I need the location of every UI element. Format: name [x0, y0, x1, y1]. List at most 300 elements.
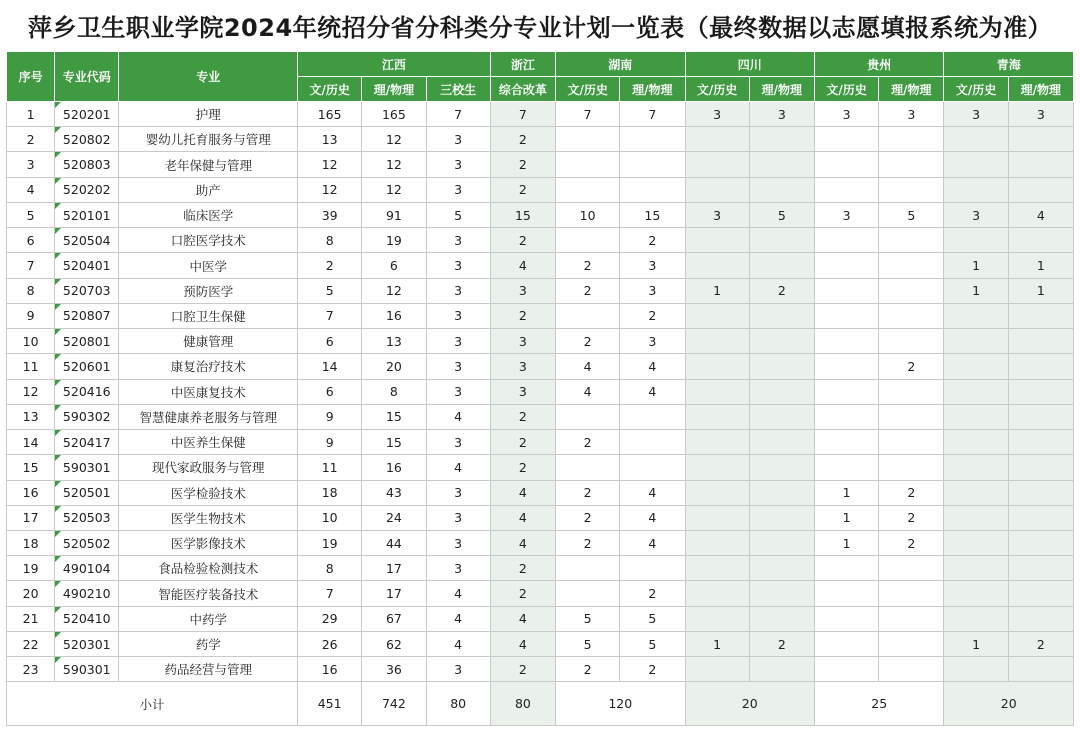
cell-gz-li — [879, 379, 944, 404]
table-row — [7, 354, 1074, 379]
cell-hn-li: 2 — [620, 581, 685, 606]
cell-jx-wen: 12 — [298, 152, 362, 177]
cell-major: 医学检验技术 — [119, 480, 298, 505]
cell-jx-sanxiao: 4 — [426, 455, 490, 480]
cell-code: 520504 — [55, 228, 119, 253]
cell-major: 老年保健与管理 — [119, 152, 298, 177]
cell-jx-wen: 14 — [298, 354, 362, 379]
cell-jx-wen: 12 — [298, 177, 362, 202]
cell-hn-li — [620, 455, 685, 480]
cell-gz-li — [879, 152, 944, 177]
cell-jx-sanxiao: 3 — [426, 354, 490, 379]
cell-zhejiang: 4 — [490, 631, 555, 656]
cell-sc-wen: 1 — [685, 278, 749, 303]
cell-qh-li — [1008, 127, 1073, 152]
cell-major: 智慧健康养老服务与管理 — [119, 404, 298, 429]
cell-gz-wen — [814, 303, 878, 328]
cell-jx-li: 43 — [362, 480, 426, 505]
cell-jx-li: 16 — [362, 455, 426, 480]
cell-zhejiang: 7 — [490, 102, 555, 127]
cell-jx-li: 20 — [362, 354, 426, 379]
header-code: 专业代码 — [55, 52, 119, 102]
cell-gz-wen — [814, 404, 878, 429]
cell-hn-wen: 4 — [556, 379, 620, 404]
cell-seq: 20 — [7, 581, 55, 606]
cell-gz-li — [879, 253, 944, 278]
cell-qh-wen — [944, 530, 1008, 555]
header-seq: 序号 — [7, 52, 55, 102]
cell-jx-sanxiao: 3 — [426, 303, 490, 328]
table-row — [7, 606, 1074, 631]
cell-qh-li: 2 — [1008, 631, 1073, 656]
cell-zhejiang: 4 — [490, 253, 555, 278]
cell-jx-li: 17 — [362, 556, 426, 581]
cell-hn-li: 2 — [620, 303, 685, 328]
table-row — [7, 278, 1074, 303]
cell-major: 口腔医学技术 — [119, 228, 298, 253]
cell-sc-wen — [685, 354, 749, 379]
cell-gz-wen: 1 — [814, 530, 878, 555]
cell-gz-li — [879, 177, 944, 202]
cell-qh-li — [1008, 530, 1073, 555]
cell-gz-wen — [814, 606, 878, 631]
table-row — [7, 404, 1074, 429]
cell-jx-li: 12 — [362, 127, 426, 152]
cell-qh-wen — [944, 177, 1008, 202]
cell-hn-li — [620, 430, 685, 455]
cell-sc-wen: 1 — [685, 631, 749, 656]
cell-hn-li: 2 — [620, 228, 685, 253]
cell-qh-wen — [944, 127, 1008, 152]
cell-seq: 14 — [7, 430, 55, 455]
cell-zhejiang: 3 — [490, 354, 555, 379]
cell-gz-wen — [814, 657, 878, 682]
cell-qh-li: 1 — [1008, 278, 1073, 303]
cell-qh-wen — [944, 152, 1008, 177]
cell-code: 520101 — [55, 202, 119, 227]
cell-major: 婴幼儿托育服务与管理 — [119, 127, 298, 152]
cell-jx-wen: 6 — [298, 379, 362, 404]
cell-major: 中医养生保健 — [119, 430, 298, 455]
cell-major: 食品检验检测技术 — [119, 556, 298, 581]
table-row — [7, 505, 1074, 530]
cell-jx-sanxiao: 3 — [426, 379, 490, 404]
cell-seq: 12 — [7, 379, 55, 404]
table-row — [7, 455, 1074, 480]
cell-jx-li: 12 — [362, 278, 426, 303]
cell-code: 520501 — [55, 480, 119, 505]
cell-jx-wen: 165 — [298, 102, 362, 127]
cell-hn-wen — [556, 177, 620, 202]
cell-code: 520416 — [55, 379, 119, 404]
cell-gz-li — [879, 430, 944, 455]
cell-major: 预防医学 — [119, 278, 298, 303]
cell-major: 护理 — [119, 102, 298, 127]
cell-code: 520703 — [55, 278, 119, 303]
cell-gz-wen — [814, 329, 878, 354]
cell-seq: 11 — [7, 354, 55, 379]
cell-jx-sanxiao: 3 — [426, 177, 490, 202]
cell-hn-li: 4 — [620, 530, 685, 555]
cell-gz-li: 2 — [879, 505, 944, 530]
cell-jx-sanxiao: 3 — [426, 329, 490, 354]
cell-hn-li: 3 — [620, 278, 685, 303]
cell-qh-wen — [944, 329, 1008, 354]
table-row — [7, 530, 1074, 555]
header-hn-wen: 文/历史 — [556, 77, 620, 102]
table-row — [7, 556, 1074, 581]
cell-jx-li: 13 — [362, 329, 426, 354]
cell-jx-wen: 10 — [298, 505, 362, 530]
cell-sc-li: 2 — [749, 278, 814, 303]
cell-seq: 1 — [7, 102, 55, 127]
cell-sc-wen — [685, 530, 749, 555]
cell-zhejiang: 3 — [490, 278, 555, 303]
cell-jx-wen: 7 — [298, 581, 362, 606]
cell-sc-li — [749, 530, 814, 555]
cell-seq: 2 — [7, 127, 55, 152]
cell-jx-wen: 9 — [298, 404, 362, 429]
cell-sc-wen — [685, 152, 749, 177]
cell-gz-wen — [814, 152, 878, 177]
cell-qh-li — [1008, 505, 1073, 530]
cell-jx-sanxiao: 4 — [426, 631, 490, 656]
cell-jx-li: 62 — [362, 631, 426, 656]
cell-sc-li — [749, 556, 814, 581]
table-row — [7, 102, 1074, 127]
cell-jx-sanxiao: 3 — [426, 253, 490, 278]
cell-gz-li — [879, 278, 944, 303]
cell-jx-sanxiao: 5 — [426, 202, 490, 227]
cell-jx-li: 16 — [362, 303, 426, 328]
cell-gz-li — [879, 631, 944, 656]
cell-jx-li: 44 — [362, 530, 426, 555]
cell-gz-li — [879, 329, 944, 354]
cell-qh-li — [1008, 581, 1073, 606]
cell-seq: 17 — [7, 505, 55, 530]
cell-hn-wen: 2 — [556, 329, 620, 354]
cell-hn-li: 4 — [620, 354, 685, 379]
cell-qh-li — [1008, 455, 1073, 480]
header-zj-zonghe: 综合改革 — [490, 77, 555, 102]
cell-hn-wen: 7 — [556, 102, 620, 127]
header-jx-sanxiao: 三校生 — [426, 77, 490, 102]
cell-hn-li — [620, 556, 685, 581]
cell-gz-wen — [814, 278, 878, 303]
cell-qh-wen: 1 — [944, 253, 1008, 278]
cell-hn-li — [620, 127, 685, 152]
cell-gz-wen — [814, 253, 878, 278]
cell-qh-wen — [944, 303, 1008, 328]
cell-sc-li — [749, 329, 814, 354]
cell-seq: 5 — [7, 202, 55, 227]
cell-code: 520503 — [55, 505, 119, 530]
subtotal-qinghai: 20 — [944, 682, 1074, 726]
cell-hn-li: 4 — [620, 379, 685, 404]
cell-sc-li — [749, 430, 814, 455]
cell-seq: 16 — [7, 480, 55, 505]
cell-jx-sanxiao: 3 — [426, 505, 490, 530]
cell-gz-wen — [814, 127, 878, 152]
cell-sc-wen — [685, 455, 749, 480]
table-header — [7, 52, 1074, 102]
cell-hn-wen: 5 — [556, 631, 620, 656]
subtotal-hunan: 120 — [556, 682, 685, 726]
cell-qh-wen — [944, 581, 1008, 606]
cell-qh-wen — [944, 404, 1008, 429]
cell-hn-li — [620, 152, 685, 177]
cell-major: 助产 — [119, 177, 298, 202]
cell-jx-wen: 9 — [298, 430, 362, 455]
cell-qh-li — [1008, 556, 1073, 581]
cell-hn-wen: 2 — [556, 657, 620, 682]
cell-gz-li: 3 — [879, 102, 944, 127]
cell-sc-wen: 3 — [685, 102, 749, 127]
cell-code: 590301 — [55, 657, 119, 682]
enrollment-plan-table — [6, 51, 1074, 726]
subtotal-sichuan: 20 — [685, 682, 814, 726]
cell-code: 520401 — [55, 253, 119, 278]
header-hn-li: 理/物理 — [620, 77, 685, 102]
table-row — [7, 657, 1074, 682]
cell-zhejiang: 2 — [490, 303, 555, 328]
cell-qh-li — [1008, 606, 1073, 631]
cell-zhejiang: 4 — [490, 530, 555, 555]
cell-jx-wen: 13 — [298, 127, 362, 152]
cell-code: 490210 — [55, 581, 119, 606]
cell-sc-li — [749, 127, 814, 152]
cell-seq: 4 — [7, 177, 55, 202]
cell-code: 590301 — [55, 455, 119, 480]
cell-zhejiang: 2 — [490, 228, 555, 253]
cell-jx-wen: 6 — [298, 329, 362, 354]
cell-major: 康复治疗技术 — [119, 354, 298, 379]
cell-sc-wen: 3 — [685, 202, 749, 227]
cell-seq: 23 — [7, 657, 55, 682]
cell-jx-wen: 8 — [298, 556, 362, 581]
cell-jx-li: 17 — [362, 581, 426, 606]
cell-hn-wen: 4 — [556, 354, 620, 379]
cell-sc-wen — [685, 556, 749, 581]
cell-hn-li: 4 — [620, 480, 685, 505]
header-province-qinghai: 青海 — [944, 52, 1074, 77]
cell-hn-wen — [556, 127, 620, 152]
cell-code: 520417 — [55, 430, 119, 455]
cell-zhejiang: 2 — [490, 581, 555, 606]
cell-seq: 7 — [7, 253, 55, 278]
subtotal-jx-li: 742 — [362, 682, 426, 726]
cell-code: 520502 — [55, 530, 119, 555]
cell-sc-li — [749, 303, 814, 328]
cell-jx-li: 12 — [362, 177, 426, 202]
cell-gz-li: 2 — [879, 480, 944, 505]
cell-sc-li — [749, 379, 814, 404]
table-row — [7, 253, 1074, 278]
cell-hn-wen — [556, 581, 620, 606]
cell-major: 口腔卫生保健 — [119, 303, 298, 328]
cell-hn-wen: 2 — [556, 430, 620, 455]
cell-qh-li — [1008, 303, 1073, 328]
header-province-jiangxi: 江西 — [298, 52, 491, 77]
cell-gz-wen: 3 — [814, 102, 878, 127]
cell-sc-wen — [685, 177, 749, 202]
cell-code: 520803 — [55, 152, 119, 177]
cell-sc-li — [749, 228, 814, 253]
cell-qh-li — [1008, 329, 1073, 354]
cell-major: 中医学 — [119, 253, 298, 278]
cell-hn-li: 7 — [620, 102, 685, 127]
cell-zhejiang: 4 — [490, 480, 555, 505]
cell-qh-li — [1008, 404, 1073, 429]
cell-sc-li — [749, 606, 814, 631]
cell-qh-wen — [944, 379, 1008, 404]
cell-zhejiang: 2 — [490, 455, 555, 480]
cell-hn-wen — [556, 152, 620, 177]
cell-hn-li: 4 — [620, 505, 685, 530]
cell-jx-sanxiao: 3 — [426, 530, 490, 555]
table-body — [7, 102, 1074, 726]
cell-gz-li — [879, 404, 944, 429]
cell-gz-li — [879, 657, 944, 682]
cell-jx-sanxiao: 4 — [426, 404, 490, 429]
table-row — [7, 303, 1074, 328]
cell-qh-wen: 3 — [944, 102, 1008, 127]
cell-qh-wen — [944, 354, 1008, 379]
cell-sc-li: 2 — [749, 631, 814, 656]
cell-qh-li: 4 — [1008, 202, 1073, 227]
cell-zhejiang: 4 — [490, 505, 555, 530]
cell-zhejiang: 4 — [490, 606, 555, 631]
cell-sc-li — [749, 455, 814, 480]
table-row — [7, 228, 1074, 253]
cell-major: 药学 — [119, 631, 298, 656]
cell-sc-li — [749, 177, 814, 202]
cell-code: 520201 — [55, 102, 119, 127]
cell-gz-li: 5 — [879, 202, 944, 227]
cell-seq: 19 — [7, 556, 55, 581]
table-row — [7, 202, 1074, 227]
cell-zhejiang: 3 — [490, 329, 555, 354]
cell-gz-li — [879, 228, 944, 253]
cell-hn-li — [620, 177, 685, 202]
cell-sc-li — [749, 404, 814, 429]
cell-jx-sanxiao: 3 — [426, 657, 490, 682]
cell-jx-li: 36 — [362, 657, 426, 682]
cell-zhejiang: 2 — [490, 556, 555, 581]
cell-sc-li: 5 — [749, 202, 814, 227]
cell-sc-wen — [685, 606, 749, 631]
cell-major: 健康管理 — [119, 329, 298, 354]
cell-major: 医学影像技术 — [119, 530, 298, 555]
cell-major: 中药学 — [119, 606, 298, 631]
header-qh-li: 理/物理 — [1008, 77, 1073, 102]
cell-sc-li — [749, 152, 814, 177]
cell-major: 医学生物技术 — [119, 505, 298, 530]
cell-jx-li: 165 — [362, 102, 426, 127]
cell-sc-li — [749, 354, 814, 379]
cell-gz-wen — [814, 379, 878, 404]
cell-jx-wen: 29 — [298, 606, 362, 631]
cell-qh-wen — [944, 480, 1008, 505]
table-row — [7, 581, 1074, 606]
cell-seq: 21 — [7, 606, 55, 631]
cell-qh-wen — [944, 455, 1008, 480]
header-major: 专业 — [119, 52, 298, 102]
cell-seq: 8 — [7, 278, 55, 303]
cell-jx-wen: 16 — [298, 657, 362, 682]
cell-qh-li — [1008, 152, 1073, 177]
cell-seq: 22 — [7, 631, 55, 656]
table-row — [7, 430, 1074, 455]
header-gz-li: 理/物理 — [879, 77, 944, 102]
cell-hn-wen — [556, 556, 620, 581]
cell-qh-wen — [944, 657, 1008, 682]
cell-qh-li — [1008, 480, 1073, 505]
cell-sc-li — [749, 253, 814, 278]
cell-gz-wen: 3 — [814, 202, 878, 227]
cell-sc-wen — [685, 480, 749, 505]
cell-jx-sanxiao: 3 — [426, 228, 490, 253]
cell-gz-li — [879, 556, 944, 581]
cell-seq: 18 — [7, 530, 55, 555]
table-row — [7, 127, 1074, 152]
cell-sc-wen — [685, 379, 749, 404]
header-gz-wen: 文/历史 — [814, 77, 878, 102]
header-province-hunan: 湖南 — [556, 52, 685, 77]
cell-gz-wen — [814, 556, 878, 581]
cell-code: 490104 — [55, 556, 119, 581]
cell-jx-li: 15 — [362, 404, 426, 429]
cell-sc-wen — [685, 329, 749, 354]
cell-sc-li — [749, 480, 814, 505]
cell-major: 智能医疗装备技术 — [119, 581, 298, 606]
cell-qh-li — [1008, 657, 1073, 682]
cell-qh-wen — [944, 430, 1008, 455]
cell-jx-wen: 26 — [298, 631, 362, 656]
cell-hn-li: 5 — [620, 606, 685, 631]
cell-jx-wen: 8 — [298, 228, 362, 253]
cell-jx-li: 91 — [362, 202, 426, 227]
cell-qh-li — [1008, 430, 1073, 455]
cell-gz-wen — [814, 228, 878, 253]
cell-jx-wen: 2 — [298, 253, 362, 278]
cell-jx-li: 12 — [362, 152, 426, 177]
cell-gz-wen: 1 — [814, 480, 878, 505]
cell-jx-li: 6 — [362, 253, 426, 278]
cell-gz-wen — [814, 631, 878, 656]
header-jx-wen: 文/历史 — [298, 77, 362, 102]
cell-hn-li: 15 — [620, 202, 685, 227]
cell-qh-wen — [944, 228, 1008, 253]
cell-code: 520802 — [55, 127, 119, 152]
header-sc-li: 理/物理 — [749, 77, 814, 102]
cell-jx-sanxiao: 3 — [426, 152, 490, 177]
cell-seq: 10 — [7, 329, 55, 354]
cell-hn-wen — [556, 303, 620, 328]
cell-jx-li: 24 — [362, 505, 426, 530]
cell-seq: 3 — [7, 152, 55, 177]
cell-zhejiang: 2 — [490, 657, 555, 682]
header-province-sichuan: 四川 — [685, 52, 814, 77]
header-jx-li: 理/物理 — [362, 77, 426, 102]
cell-zhejiang: 2 — [490, 127, 555, 152]
cell-sc-li: 3 — [749, 102, 814, 127]
cell-code: 520410 — [55, 606, 119, 631]
cell-zhejiang: 3 — [490, 379, 555, 404]
cell-hn-li: 2 — [620, 657, 685, 682]
table-row — [7, 177, 1074, 202]
cell-code: 590302 — [55, 404, 119, 429]
